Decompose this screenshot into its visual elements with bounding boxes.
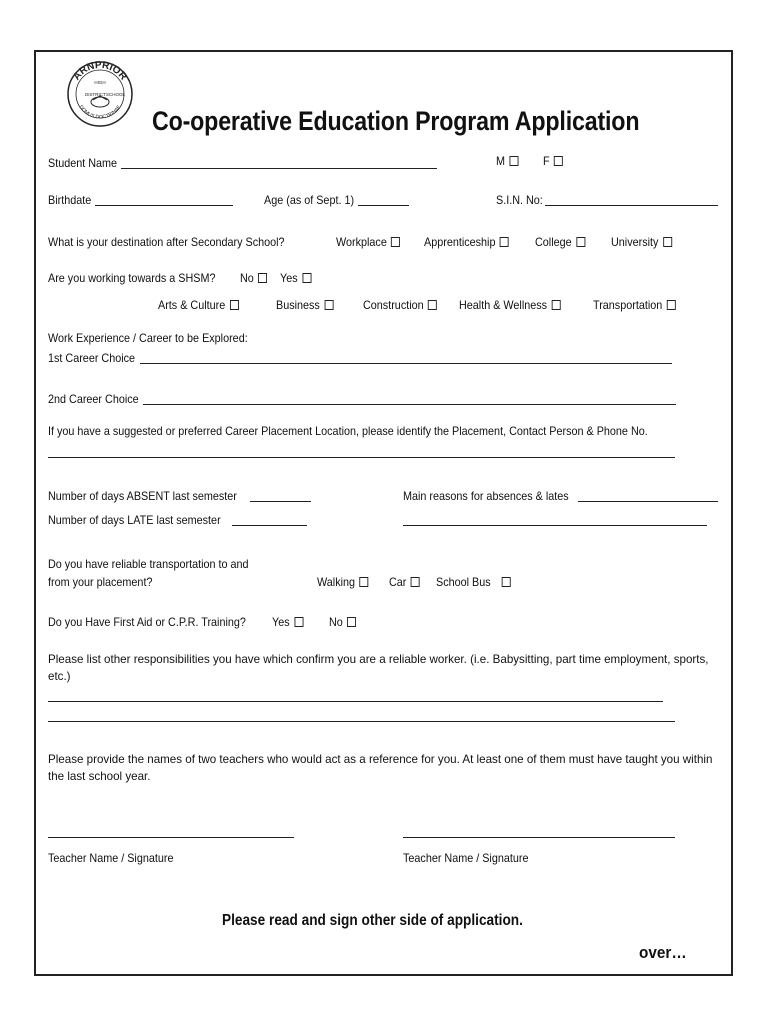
responsibilities-prompt: Please list other responsibilities you have which confirm you are a reliable worker. (i.e. Babysitting, part time employment, sports, etc.) xyxy=(48,653,709,683)
transport-option-school-bus[interactable] xyxy=(436,575,510,589)
school-bus-label: School Bus xyxy=(436,575,491,589)
first-aid-yes-checkbox[interactable] xyxy=(294,617,303,627)
transportation-checkbox[interactable] xyxy=(667,300,676,310)
transport-option-car[interactable] xyxy=(389,575,420,589)
age-label: Age (as of Sept. 1) xyxy=(264,193,355,207)
birthdate-field[interactable] xyxy=(95,205,233,206)
shsm-no-checkbox[interactable] xyxy=(258,273,267,283)
sector-business[interactable] xyxy=(276,298,333,312)
gender-male-option[interactable] xyxy=(496,154,519,168)
transport-question-line2: from your placement? xyxy=(48,575,153,589)
sin-field[interactable] xyxy=(545,205,718,206)
university-checkbox[interactable] xyxy=(663,237,672,247)
transportation-label: Transportation xyxy=(593,298,663,312)
car-label: Car xyxy=(389,575,407,589)
second-career-label: 2nd Career Choice xyxy=(48,392,139,406)
walking-checkbox[interactable] xyxy=(360,577,369,587)
teacher-signature-field-1[interactable] xyxy=(48,837,294,838)
destination-question: What is your destination after Secondary School? xyxy=(48,235,285,249)
svg-text:DOMUS DOCTRINAE: DOMUS DOCTRINAE xyxy=(77,104,123,121)
svg-text:DISTRICT: DISTRICT xyxy=(85,92,106,97)
business-checkbox[interactable] xyxy=(324,300,333,310)
destination-option-college[interactable] xyxy=(535,235,585,249)
birthdate-label: Birthdate xyxy=(48,193,92,207)
page-title: Co-operative Education Program Application xyxy=(152,106,640,136)
sector-transportation[interactable] xyxy=(593,298,676,312)
career-heading: Work Experience / Career to be Explored: xyxy=(48,331,248,345)
reasons-field-2[interactable] xyxy=(403,525,707,526)
placement-field[interactable] xyxy=(48,457,675,458)
construction-checkbox[interactable] xyxy=(428,300,437,310)
student-name-label: Student Name xyxy=(48,156,118,170)
absent-label: Number of days ABSENT last semester xyxy=(48,489,237,503)
first-career-field[interactable] xyxy=(140,363,672,364)
male-label: M xyxy=(496,154,505,168)
first-aid-no-option[interactable] xyxy=(329,615,356,629)
workplace-checkbox[interactable] xyxy=(391,237,400,247)
responsibilities-field-2[interactable] xyxy=(48,721,675,722)
transport-question-line1: Do you have reliable transportation to and xyxy=(48,557,249,571)
walking-label: Walking xyxy=(317,575,356,589)
arts-culture-label: Arts & Culture xyxy=(158,298,226,312)
shsm-yes-label: Yes xyxy=(280,271,298,285)
first-aid-question: Do you Have First Aid or C.P.R. Training? xyxy=(48,615,246,629)
arts-culture-checkbox[interactable] xyxy=(230,300,239,310)
school-bus-checkbox[interactable] xyxy=(501,577,510,587)
shsm-question: Are you working towards a SHSM? xyxy=(48,271,216,285)
business-label: Business xyxy=(276,298,320,312)
teacher-signature-label-1: Teacher Name / Signature xyxy=(48,851,174,865)
shsm-yes-checkbox[interactable] xyxy=(302,273,311,283)
school-crest-logo xyxy=(66,60,134,128)
late-label: Number of days LATE last semester xyxy=(48,513,221,527)
placement-prompt: If you have a suggested or preferred Career Placement Location, please identify the Placement, Contact Person & Phone No. xyxy=(48,424,648,438)
college-label: College xyxy=(535,235,572,249)
destination-option-apprenticeship[interactable] xyxy=(424,235,509,249)
apprenticeship-checkbox[interactable] xyxy=(500,237,509,247)
college-checkbox[interactable] xyxy=(576,237,585,247)
age-field[interactable] xyxy=(358,205,409,206)
svg-text:HIGH: HIGH xyxy=(94,80,106,85)
reasons-label: Main reasons for absences & lates xyxy=(403,489,569,503)
health-wellness-checkbox[interactable] xyxy=(552,300,561,310)
first-aid-no-checkbox[interactable] xyxy=(347,617,356,627)
workplace-label: Workplace xyxy=(336,235,387,249)
shsm-yes-option[interactable] xyxy=(280,271,311,285)
sin-label: S.I.N. No: xyxy=(496,193,543,207)
female-checkbox[interactable] xyxy=(554,156,563,166)
teacher-signature-field-2[interactable] xyxy=(403,837,675,838)
late-field[interactable] xyxy=(232,525,307,526)
sector-arts-culture[interactable] xyxy=(158,298,239,312)
first-aid-no-label: No xyxy=(329,615,343,629)
transport-option-walking[interactable] xyxy=(317,575,369,589)
references-prompt: Please provide the names of two teachers who would act as a reference for you. At least one of them must have taught you within the last school year. xyxy=(48,753,713,783)
destination-option-university[interactable] xyxy=(611,235,672,249)
responsibilities-field-1[interactable] xyxy=(48,701,663,702)
sector-construction[interactable] xyxy=(363,298,437,312)
destination-option-workplace[interactable] xyxy=(336,235,400,249)
health-wellness-label: Health & Wellness xyxy=(459,298,548,312)
shsm-no-option[interactable] xyxy=(240,271,267,285)
absent-field[interactable] xyxy=(250,501,311,502)
shsm-no-label: No xyxy=(240,271,254,285)
reasons-field-1[interactable] xyxy=(578,501,718,502)
first-aid-yes-option[interactable] xyxy=(272,615,303,629)
sector-health-wellness[interactable] xyxy=(459,298,561,312)
over-indicator: over… xyxy=(639,943,687,962)
female-label: F xyxy=(543,154,550,168)
svg-text:ARNPRIOR: ARNPRIOR xyxy=(71,60,129,83)
car-checkbox[interactable] xyxy=(411,577,420,587)
first-career-label: 1st Career Choice xyxy=(48,351,136,365)
teacher-signature-label-2: Teacher Name / Signature xyxy=(403,851,529,865)
second-career-field[interactable] xyxy=(143,404,676,405)
svg-text:SCHOOL: SCHOOL xyxy=(106,92,126,97)
university-label: University xyxy=(611,235,659,249)
male-checkbox[interactable] xyxy=(510,156,519,166)
apprenticeship-label: Apprenticeship xyxy=(424,235,496,249)
student-name-field[interactable] xyxy=(121,168,437,169)
first-aid-yes-label: Yes xyxy=(272,615,290,629)
gender-female-option[interactable] xyxy=(543,154,563,168)
sign-other-side-notice: Please read and sign other side of application. xyxy=(222,912,523,929)
construction-label: Construction xyxy=(363,298,424,312)
